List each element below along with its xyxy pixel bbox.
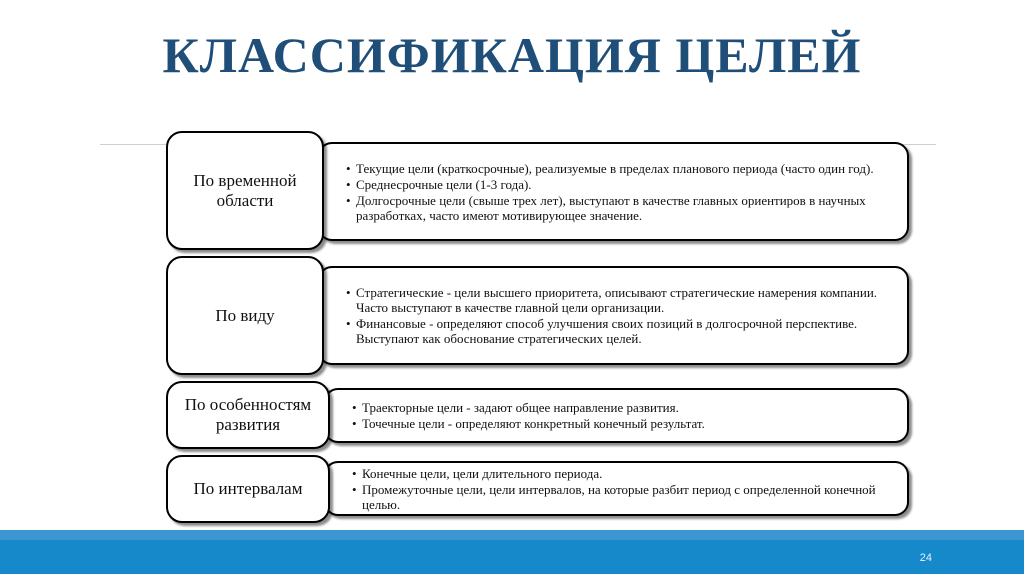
- details-box-development: [324, 388, 909, 443]
- list-item: • Стратегические - цели высшего приоритета, описывают стратегические намерения компании. Часто выступают в качестве главной цели организации.: [346, 285, 887, 315]
- details-list: [326, 399, 725, 432]
- list-item: • Среднесрочные цели (1-3 года).: [346, 177, 887, 192]
- list-item: • Траекторные цели - задают общее направление развития.: [352, 400, 705, 415]
- category-label: По временной области: [193, 170, 297, 210]
- category-box-time: [166, 131, 324, 250]
- page-number: 24: [919, 552, 932, 564]
- details-box-intervals: [324, 461, 909, 516]
- slide-title: КЛАССИФИКАЦИЯ ЦЕЛЕЙ: [162, 27, 862, 83]
- category-box-development: [166, 381, 330, 449]
- list-item: • Конечные цели, цели длительного периода.: [352, 466, 887, 481]
- list-item: • Точечные цели - определяют конкретный конечный результат.: [352, 416, 705, 431]
- details-list: [326, 465, 907, 513]
- details-box-time: [318, 142, 909, 241]
- category-label: По виду: [215, 305, 275, 325]
- list-item: • Финансовые - определяют способ улучшения своих позиций в долгосрочной перспективе. Выступают как обоснование стратегических целей.: [346, 316, 887, 346]
- details-box-type: [318, 266, 909, 365]
- category-label: По интервалам: [193, 479, 303, 498]
- category-box-intervals: [166, 455, 330, 523]
- list-item: • Долгосрочные цели (свыше трех лет), выступают в качестве главных ориентиров в научных разработках, часто имеют мотивирующее значение.: [346, 193, 887, 223]
- details-list: [320, 284, 907, 347]
- category-label: По особенностям развития: [184, 395, 312, 434]
- details-list: [320, 160, 907, 224]
- category-box-type: [166, 256, 324, 375]
- footer-bar: [0, 540, 1024, 574]
- list-item: • Текущие цели (краткосрочные), реализуемые в пределах планового периода (часто один год).: [346, 161, 887, 176]
- list-item: • Промежуточные цели, цели интервалов, на которые разбит период с определенной конечной целью.: [352, 482, 887, 512]
- footer-accent-bar: [0, 530, 1024, 540]
